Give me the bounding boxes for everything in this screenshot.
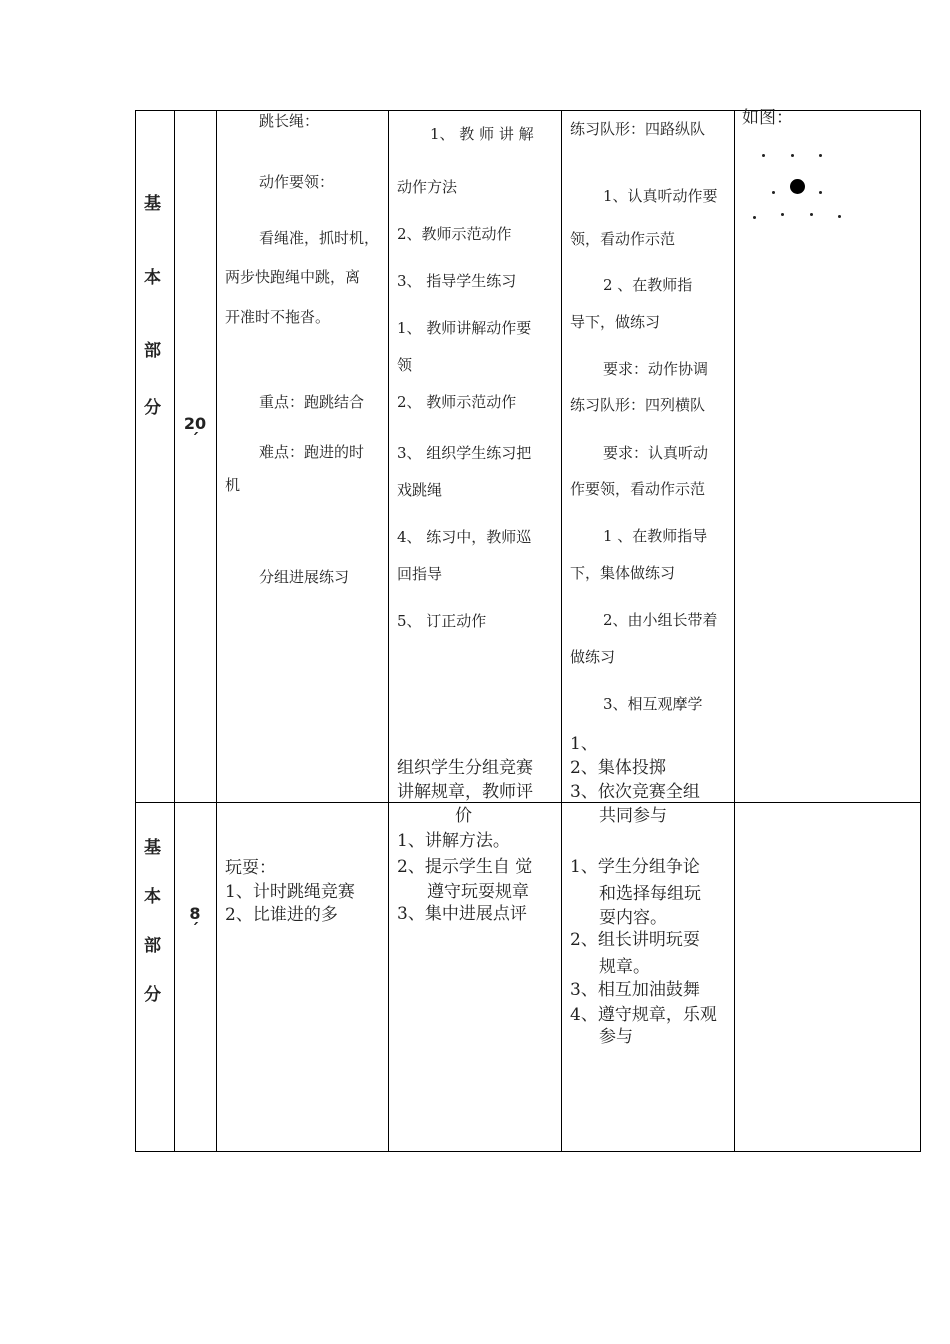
student-text: 要求：动作协调 [603, 360, 709, 378]
student-dot [791, 154, 794, 157]
section-char: 分 [144, 398, 161, 418]
teacher-text: 5、 订正动作 [397, 612, 487, 630]
teacher-text: 遵守玩耍规章 [427, 882, 529, 902]
student-text: 耍内容。 [599, 908, 667, 928]
teacher-text: 3、集中进展点评 [397, 904, 527, 924]
student-text: 导下，做练习 [570, 313, 661, 331]
teacher-text: 4、 练习中，教师巡 [397, 528, 532, 546]
student-text: 规章。 [599, 957, 650, 977]
student-text: 1、 [570, 734, 598, 754]
student-dot [819, 154, 822, 157]
student-dot [781, 213, 784, 216]
section-char: 本 [144, 268, 161, 288]
student-dot [753, 216, 756, 219]
teacher-text: 2、教师示范动作 [397, 225, 512, 243]
time-unit-mark: ´ [191, 430, 199, 449]
student-text: 练习队形：四列横队 [570, 396, 706, 414]
teacher-text: 1、 教师讲解动作要 [397, 319, 532, 337]
student-text: 3、相互观摩学 [603, 695, 703, 713]
teacher-text: 2、 教师示范动作 [397, 393, 517, 411]
section-char: 基 [144, 194, 161, 214]
student-text: 2、由小组长带着 [603, 611, 718, 629]
student-text: 要求：认真听动 [603, 444, 709, 462]
content-focus: 重点：跑跳结合 [259, 393, 365, 411]
content-text: 看绳准，抓时机， [259, 229, 380, 247]
teacher-text: 3、 指导学生练习 [397, 272, 517, 290]
diagram-label: 如图： [742, 108, 793, 128]
content-text: 两步快跑绳中跳，离 [225, 268, 361, 286]
student-text: 1、认真听动作要 [603, 187, 718, 205]
section-char: 本 [144, 887, 161, 907]
content-key-label: 动作要领： [259, 173, 335, 191]
time-value: 20 [183, 414, 207, 433]
teacher-text: 戏跳绳 [397, 481, 443, 499]
content-text: 开准时不拖沓。 [225, 308, 331, 326]
teacher-text: 1、讲解方法。 [397, 831, 510, 851]
column-divider [174, 111, 175, 1151]
content-group: 分组进展练习 [259, 568, 350, 586]
student-dot [772, 191, 775, 194]
student-text: 1 、在教师指导 [603, 527, 708, 545]
column-divider [561, 111, 562, 1151]
time-unit-mark: ´ [191, 920, 199, 939]
column-divider [388, 111, 389, 1151]
student-text: 2、集体投掷 [570, 758, 666, 778]
student-text: 练习队形：四路纵队 [570, 120, 706, 138]
student-text: 1、学生分组争论 [570, 857, 700, 877]
teacher-text: 动作方法 [397, 178, 458, 196]
section-char: 部 [144, 936, 161, 956]
content-difficulty: 难点：跑进的时 [259, 443, 365, 461]
student-text: 4、遵守规章，乐观 [570, 1005, 717, 1025]
student-dot [838, 215, 841, 218]
teacher-dot [790, 179, 805, 194]
student-dot [762, 154, 765, 157]
student-text: 3、依次竞赛全组 [570, 782, 700, 802]
time-value: 8 [189, 904, 201, 923]
content-title: 跳长绳： [259, 112, 320, 130]
content-difficulty: 机 [225, 476, 241, 494]
student-text: 2、组长讲明玩耍 [570, 930, 700, 950]
student-text: 领，看动作示范 [570, 230, 676, 248]
student-text: 做练习 [570, 648, 616, 666]
teacher-text: 组织学生分组竞赛 [397, 758, 533, 778]
section-char: 部 [144, 341, 161, 361]
section-char: 分 [144, 985, 161, 1005]
content-title: 玩耍： [225, 858, 276, 878]
student-dot [819, 191, 822, 194]
teacher-text: 3、 组织学生练习把 [397, 444, 532, 462]
teacher-text: 价 [455, 806, 472, 826]
column-divider [216, 111, 217, 1151]
student-text: 作要领，看动作示范 [570, 480, 706, 498]
column-divider [734, 111, 735, 1151]
teacher-text: 2、提示学生自 觉 [397, 857, 533, 877]
student-text: 参与 [599, 1027, 633, 1047]
teacher-text: 讲解规章，教师评 [397, 782, 533, 802]
content-text: 2、比谁进的多 [225, 905, 338, 925]
row-divider [136, 802, 920, 803]
teacher-text: 领 [397, 356, 413, 374]
student-text: 和选择每组玩 [599, 884, 701, 904]
student-text: 2 、在教师指 [603, 276, 693, 294]
lesson-plan-table [135, 110, 921, 1152]
student-dot [810, 213, 813, 216]
student-text: 3、相互加油鼓舞 [570, 980, 700, 1000]
student-text: 共同参与 [599, 806, 667, 826]
teacher-text: 回指导 [397, 565, 443, 583]
content-text: 1、计时跳绳竞赛 [225, 882, 355, 902]
section-char: 基 [144, 838, 161, 858]
student-text: 下，集体做练习 [570, 564, 676, 582]
teacher-text: 1、 教 师 讲 解 [430, 125, 534, 143]
